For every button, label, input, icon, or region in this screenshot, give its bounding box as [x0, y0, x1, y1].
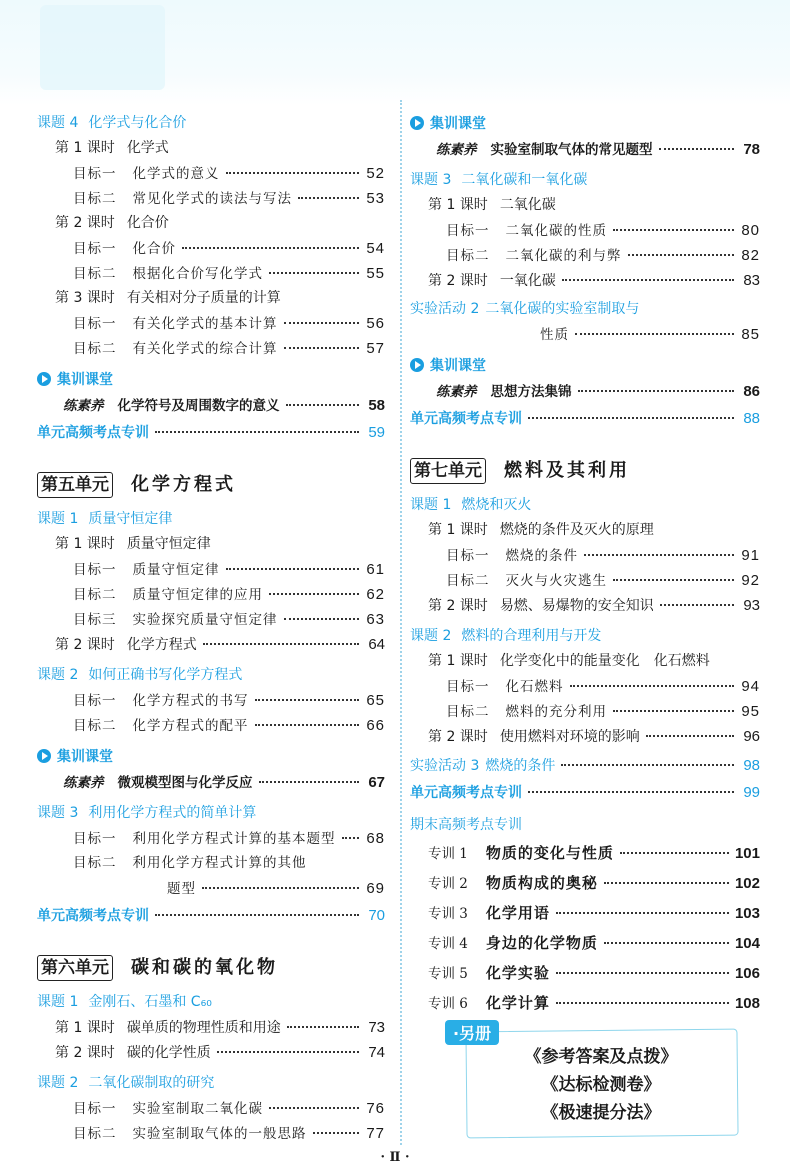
entry-label: 目标一: [73, 166, 117, 182]
entry-label: 目标一: [73, 693, 117, 709]
entry-title: 集训课堂: [57, 372, 113, 388]
dot-leader: [659, 148, 735, 150]
entry-title: 化学方程式: [126, 637, 197, 653]
entry-label: 实验活动 2: [410, 301, 480, 317]
supplement-item: 《参考答案及点拨》: [524, 1047, 678, 1067]
entry-page: 64: [368, 636, 385, 653]
entry-title: 化学方程式的书写: [132, 693, 249, 709]
entry-title: 二氧化碳: [499, 197, 556, 213]
play-circle-icon: [410, 358, 424, 372]
dot-leader: [155, 914, 359, 916]
toc-entry-target[interactable]: [410, 699, 760, 724]
toc-entry-period[interactable]: [37, 211, 385, 236]
entry-label: 专训 5: [428, 966, 468, 982]
dot-leader: [255, 724, 360, 726]
toc-entry-lian[interactable]: [37, 770, 385, 795]
entry-label: 课题 1: [37, 994, 79, 1010]
toc-entry-target[interactable]: [37, 713, 385, 738]
page-number: · Ⅱ ·: [380, 1150, 410, 1165]
entry-page: 57: [366, 340, 385, 357]
toc-entry-target[interactable]: [37, 311, 385, 336]
toc-entry-lian[interactable]: [410, 379, 760, 404]
toc-entry-zx[interactable]: [410, 928, 760, 958]
entry-title: 实验室制取气体的常见题型: [490, 142, 653, 158]
dot-leader: [584, 554, 734, 556]
entry-label: 课题 3: [37, 805, 79, 821]
entry-title: 如何正确书写化学方程式: [88, 667, 243, 683]
entry-page: 66: [366, 717, 385, 734]
entry-page: 54: [366, 240, 385, 257]
entry-label: 目标一: [446, 548, 490, 564]
dot-leader: [269, 593, 359, 595]
entry-label: 第 2 课时: [55, 637, 115, 653]
entry-title: 思想方法集锦: [490, 384, 572, 400]
entry-title: 化学方程式的配平: [132, 718, 249, 734]
entry-title: 化合价: [126, 215, 169, 231]
entry-title: 化学式与化合价: [88, 115, 187, 131]
entry-label: 第 2 课时: [428, 273, 488, 289]
entry-label: 课题 4: [37, 115, 79, 131]
toc-entry-period[interactable]: [37, 136, 385, 161]
toc-entry-period[interactable]: [410, 649, 760, 674]
entry-label: 专训 1: [428, 846, 468, 862]
toc-entry-section[interactable]: [37, 368, 385, 393]
dot-leader: [562, 279, 734, 281]
dot-leader: [613, 579, 734, 581]
entry-title: 利用化学方程式计算的基本题型: [132, 831, 336, 847]
dot-leader: [217, 1051, 359, 1053]
entry-page: 62: [366, 586, 385, 603]
dot-leader: [660, 604, 734, 606]
dot-leader: [155, 431, 359, 433]
entry-title: 实验室制取气体的一般思路: [132, 1126, 307, 1142]
entry-title: 二氧化碳的实验室制取与: [485, 301, 640, 317]
entry-label: 目标一: [73, 241, 117, 257]
entry-title: 燃烧的条件及灭火的原理: [499, 522, 654, 538]
entry-label: 第 1 课时: [428, 653, 488, 669]
play-circle-icon: [410, 116, 424, 130]
toc-entry-cont[interactable]: [410, 322, 760, 347]
entry-title: 集训课堂: [57, 749, 113, 765]
dot-leader: [628, 254, 735, 256]
toc-entry-target[interactable]: [37, 1121, 385, 1146]
entry-page: 94: [741, 678, 760, 695]
toc-entry-unit[interactable]: [37, 952, 385, 984]
entry-title: 质量守恒定律: [126, 536, 211, 552]
entry-label: 第 1 课时: [55, 140, 115, 156]
entry-label: 练素养: [436, 384, 477, 400]
supplement-item: 《达标检测卷》: [541, 1075, 661, 1095]
entry-label: 专训 3: [428, 906, 468, 922]
toc-entry-lesson[interactable]: [37, 663, 385, 688]
dot-leader: [561, 764, 734, 766]
entry-title: 单元高频考点专训: [410, 411, 522, 427]
play-circle-icon: [37, 372, 51, 386]
toc-entry-period[interactable]: [37, 286, 385, 311]
toc-entry-target[interactable]: [37, 161, 385, 186]
entry-page: 85: [741, 326, 760, 343]
entry-label: 专训 6: [428, 996, 468, 1012]
entry-label: 第 2 课时: [428, 598, 488, 614]
entry-label: 目标一: [446, 223, 490, 239]
entry-title: 使用燃料对环境的影响: [499, 729, 640, 745]
toc-entry-special[interactable]: [410, 406, 760, 431]
toc-entry-zx[interactable]: [410, 898, 760, 928]
toc-entry-period[interactable]: [410, 518, 760, 543]
toc-entry-period[interactable]: [37, 1040, 385, 1065]
entry-title: 集训课堂: [430, 116, 486, 132]
entry-title: 一氧化碳: [499, 273, 556, 289]
entry-label: 目标一: [73, 831, 117, 847]
entry-title: 碳单质的物理性质和用途: [126, 1020, 281, 1036]
entry-title: 化学方程式: [131, 474, 236, 495]
entry-title: 燃料的充分利用: [505, 704, 607, 720]
toc-entry-special[interactable]: [37, 903, 385, 928]
dot-leader: [570, 685, 735, 687]
supplement-list: [466, 1043, 736, 1127]
entry-label: 第七单元: [410, 458, 486, 484]
entry-label: 专训 2: [428, 876, 468, 892]
entry-label: 练素养: [63, 398, 104, 414]
toc-entry-lesson[interactable]: [410, 493, 760, 518]
toc-entry-target[interactable]: [410, 543, 760, 568]
toc-entry-lesson[interactable]: [37, 507, 385, 532]
entry-page: 99: [743, 784, 760, 801]
dot-leader: [646, 735, 734, 737]
toc-entry-lian[interactable]: [37, 393, 385, 418]
entry-label: 第 2 课时: [428, 729, 488, 745]
toc-entry-target[interactable]: [37, 186, 385, 211]
entry-label: 课题 1: [37, 511, 79, 527]
entry-title: 集训课堂: [430, 358, 486, 374]
entry-title: 质量守恒定律的应用: [132, 587, 263, 603]
dot-leader: [269, 1107, 359, 1109]
supplement-item: 《极速提分法》: [541, 1103, 661, 1123]
dot-leader: [528, 791, 734, 793]
entry-label: 第六单元: [37, 955, 113, 981]
entry-label: 目标一: [73, 316, 117, 332]
toc-entry-zx[interactable]: [410, 988, 760, 1018]
entry-page: 80: [741, 222, 760, 239]
toc-entry-lian[interactable]: [410, 137, 760, 162]
toc-entry-lesson[interactable]: [37, 990, 385, 1015]
entry-title: 燃料的合理利用与开发: [461, 628, 602, 644]
entry-label: 目标二: [73, 341, 117, 357]
entry-title: 性质: [540, 327, 569, 343]
dot-leader: [286, 404, 360, 406]
dot-leader: [613, 710, 734, 712]
entry-title: 根据化合价写化学式: [132, 266, 263, 282]
toc-entry-section[interactable]: [410, 354, 760, 379]
entry-title: 题型: [167, 881, 196, 897]
dot-leader: [259, 781, 360, 783]
entry-page: 102: [734, 875, 760, 892]
entry-label: 目标二: [446, 248, 490, 264]
entry-title: 化学变化中的能量变化 化石燃料: [499, 653, 710, 669]
entry-title: 有关化学式的基本计算: [132, 316, 278, 332]
entry-label: 专训 4: [428, 936, 468, 952]
entry-title: 期末高频考点专训: [410, 817, 522, 833]
entry-page: 56: [366, 315, 385, 332]
entry-page: 93: [743, 597, 760, 614]
toc-entry-lesson[interactable]: [37, 801, 385, 826]
entry-label: 第 1 课时: [55, 1020, 115, 1036]
toc-left-column: [37, 105, 385, 1146]
toc-entry-target[interactable]: [410, 674, 760, 699]
entry-label: 目标二: [73, 191, 117, 207]
entry-label: 目标二: [73, 718, 117, 734]
entry-title: 微观模型图与化学反应: [117, 775, 253, 791]
toc-right-column: [410, 105, 760, 1018]
entry-label: 第 2 课时: [55, 1045, 115, 1061]
entry-page: 67: [368, 774, 385, 791]
entry-title: 燃料及其利用: [504, 460, 630, 481]
entry-title: 燃烧的条件: [485, 758, 556, 774]
entry-page: 73: [368, 1019, 385, 1036]
entry-label: 课题 2: [410, 628, 452, 644]
toc-entry-final[interactable]: [410, 813, 760, 838]
dot-leader: [604, 882, 729, 884]
entry-title: 燃烧的条件: [505, 548, 578, 564]
entry-title: 利用化学方程式的简单计算: [88, 805, 257, 821]
toc-entry-special[interactable]: [410, 780, 760, 805]
entry-label: 练素养: [63, 775, 104, 791]
dot-leader: [620, 852, 729, 854]
entry-label: 目标二: [446, 573, 490, 589]
entry-title: 二氧化碳制取的研究: [88, 1075, 215, 1091]
entry-page: 55: [366, 265, 385, 282]
entry-page: 98: [743, 757, 760, 774]
entry-label: 目标二: [73, 1126, 117, 1142]
entry-page: 74: [368, 1044, 385, 1061]
entry-label: 目标一: [446, 679, 490, 695]
entry-label: 目标二: [73, 266, 117, 282]
dot-leader: [313, 1132, 360, 1134]
entry-title: 有关相对分子质量的计算: [126, 290, 281, 306]
entry-page: 59: [368, 424, 385, 441]
entry-page: 101: [734, 845, 760, 862]
watermark-glyph: [40, 5, 165, 90]
entry-label: 目标二: [446, 704, 490, 720]
entry-title: 实验探究质量守恒定律: [132, 612, 278, 628]
entry-title: 二氧化碳和一氧化碳: [461, 172, 588, 188]
entry-page: 106: [734, 965, 760, 982]
toc-entry-period[interactable]: [37, 532, 385, 557]
dot-leader: [202, 887, 359, 889]
entry-page: 95: [741, 703, 760, 720]
dot-leader: [255, 699, 360, 701]
entry-title: 单元高频考点专训: [37, 425, 149, 441]
entry-label: 第五单元: [37, 472, 113, 498]
toc-entry-cont[interactable]: [37, 876, 385, 901]
toc-entry-target[interactable]: [37, 261, 385, 286]
entry-page: 76: [366, 1100, 385, 1117]
toc-entry-unit[interactable]: [410, 455, 760, 487]
entry-label: 练素养: [436, 142, 477, 158]
entry-page: 96: [743, 728, 760, 745]
toc-entry-target[interactable]: [410, 243, 760, 268]
toc-entry-period[interactable]: [410, 593, 760, 618]
entry-label: 课题 3: [410, 172, 452, 188]
entry-label: 实验活动 3: [410, 758, 480, 774]
entry-title: 化学式: [126, 140, 169, 156]
dot-leader: [556, 912, 729, 914]
dot-leader: [298, 197, 359, 199]
toc-entry-special2[interactable]: [410, 297, 760, 322]
toc-entry-section[interactable]: [410, 112, 760, 137]
toc-entry-period[interactable]: [410, 268, 760, 293]
entry-page: 52: [366, 165, 385, 182]
toc-entry-target[interactable]: [37, 851, 385, 876]
toc-entry-target[interactable]: [37, 826, 385, 851]
toc-entry-period[interactable]: [37, 1015, 385, 1040]
dot-leader: [556, 1002, 729, 1004]
entry-title: 灭火与火灾逃生: [505, 573, 607, 589]
entry-title: 质量守恒定律: [88, 511, 173, 527]
entry-label: 目标二: [73, 855, 117, 871]
toc-entry-period[interactable]: [410, 193, 760, 218]
dot-leader: [269, 272, 359, 274]
entry-title: 化学用语: [485, 904, 550, 922]
entry-title: 有关化学式的综合计算: [132, 341, 278, 357]
toc-entry-zx[interactable]: [410, 838, 760, 868]
toc-entry-zx[interactable]: [410, 958, 760, 988]
toc-entry-zx[interactable]: [410, 868, 760, 898]
entry-label: 第 3 课时: [55, 290, 115, 306]
entry-page: 83: [743, 272, 760, 289]
header-watermark: [0, 0, 790, 105]
entry-label: 第 1 课时: [428, 522, 488, 538]
entry-page: 92: [741, 572, 760, 589]
dot-leader: [578, 390, 735, 392]
entry-title: 二氧化碳的利与弊: [505, 248, 622, 264]
entry-page: 53: [366, 190, 385, 207]
entry-label: 目标一: [73, 562, 117, 578]
dot-leader: [342, 837, 360, 839]
entry-page: 78: [743, 141, 760, 158]
column-divider: [400, 100, 402, 1145]
entry-label: 课题 2: [37, 667, 79, 683]
play-circle-icon: [37, 749, 51, 763]
entry-label: 目标三: [73, 612, 117, 628]
entry-page: 77: [366, 1125, 385, 1142]
entry-page: 69: [366, 880, 385, 897]
dot-leader: [226, 568, 360, 570]
entry-title: 身边的化学物质: [485, 934, 598, 952]
entry-page: 104: [734, 935, 760, 952]
entry-page: 82: [741, 247, 760, 264]
dot-leader: [284, 322, 360, 324]
entry-title: 燃烧和灭火: [461, 497, 532, 513]
toc-entry-target[interactable]: [37, 236, 385, 261]
entry-page: 58: [368, 397, 385, 414]
entry-title: 单元高频考点专训: [37, 908, 149, 924]
toc-entry-target[interactable]: [37, 582, 385, 607]
entry-page: 70: [368, 907, 385, 924]
entry-label: 第 1 课时: [428, 197, 488, 213]
entry-page: 86: [743, 383, 760, 400]
entry-label: 课题 1: [410, 497, 452, 513]
entry-label: 第 1 课时: [55, 536, 115, 552]
entry-title: 化学符号及周围数字的意义: [117, 398, 280, 414]
entry-page: 65: [366, 692, 385, 709]
entry-title: 化石燃料: [505, 679, 564, 695]
dot-leader: [226, 172, 360, 174]
entry-page: 88: [743, 410, 760, 427]
toc-entry-period[interactable]: [37, 632, 385, 657]
entry-label: 目标一: [73, 1101, 117, 1117]
entry-title: 化学计算: [485, 994, 550, 1012]
entry-title: 金刚石、石墨和 C₆₀: [88, 994, 212, 1010]
toc-entry-target[interactable]: [410, 568, 760, 593]
dot-leader: [613, 229, 734, 231]
toc-entry-target[interactable]: [37, 607, 385, 632]
dot-leader: [604, 942, 729, 944]
toc-entry-period[interactable]: [410, 724, 760, 749]
entry-title: 物质构成的奥秘: [485, 874, 598, 892]
entry-page: 61: [366, 561, 385, 578]
entry-title: 常见化学式的读法与写法: [132, 191, 292, 207]
dot-leader: [528, 417, 734, 419]
entry-title: 单元高频考点专训: [410, 785, 522, 801]
entry-label: 目标二: [73, 587, 117, 603]
entry-label: 第 2 课时: [55, 215, 115, 231]
entry-title: 二氧化碳的性质: [505, 223, 607, 239]
entry-title: 易燃、易爆物的安全知识: [499, 598, 654, 614]
toc-entry-target[interactable]: [37, 336, 385, 361]
entry-title: 化合价: [132, 241, 176, 257]
supplement-tag: ·另册: [445, 1020, 499, 1045]
entry-page: 103: [734, 905, 760, 922]
entry-title: 物质的变化与性质: [485, 844, 614, 862]
entry-title: 碳的化学性质: [126, 1045, 211, 1061]
toc-entry-section[interactable]: [37, 745, 385, 770]
entry-title: 实验室制取二氧化碳: [132, 1101, 263, 1117]
toc-entry-target[interactable]: [37, 1096, 385, 1121]
toc-entry-lesson[interactable]: [37, 1071, 385, 1096]
entry-title: 质量守恒定律: [132, 562, 220, 578]
entry-page: 108: [734, 995, 760, 1012]
toc-entry-special2[interactable]: [410, 753, 760, 778]
dot-leader: [182, 247, 359, 249]
entry-label: 课题 2: [37, 1075, 79, 1091]
dot-leader: [287, 1026, 359, 1028]
toc-entry-lesson[interactable]: [410, 168, 760, 193]
entry-title: 碳和碳的氧化物: [131, 957, 278, 978]
toc-entry-special[interactable]: [37, 420, 385, 445]
dot-leader: [284, 618, 360, 620]
toc-entry-target[interactable]: [37, 688, 385, 713]
toc-entry-unit[interactable]: [37, 469, 385, 501]
toc-entry-lesson[interactable]: [37, 111, 385, 136]
dot-leader: [575, 333, 734, 335]
entry-page: 63: [366, 611, 385, 628]
toc-entry-lesson[interactable]: [410, 624, 760, 649]
entry-title: 利用化学方程式计算的其他: [132, 855, 307, 871]
dot-leader: [284, 347, 360, 349]
entry-title: 化学实验: [485, 964, 550, 982]
toc-entry-target[interactable]: [410, 218, 760, 243]
entry-page: 68: [366, 830, 385, 847]
entry-page: 91: [741, 547, 760, 564]
dot-leader: [203, 643, 359, 645]
entry-title: 化学式的意义: [132, 166, 220, 182]
dot-leader: [556, 972, 729, 974]
toc-entry-target[interactable]: [37, 557, 385, 582]
